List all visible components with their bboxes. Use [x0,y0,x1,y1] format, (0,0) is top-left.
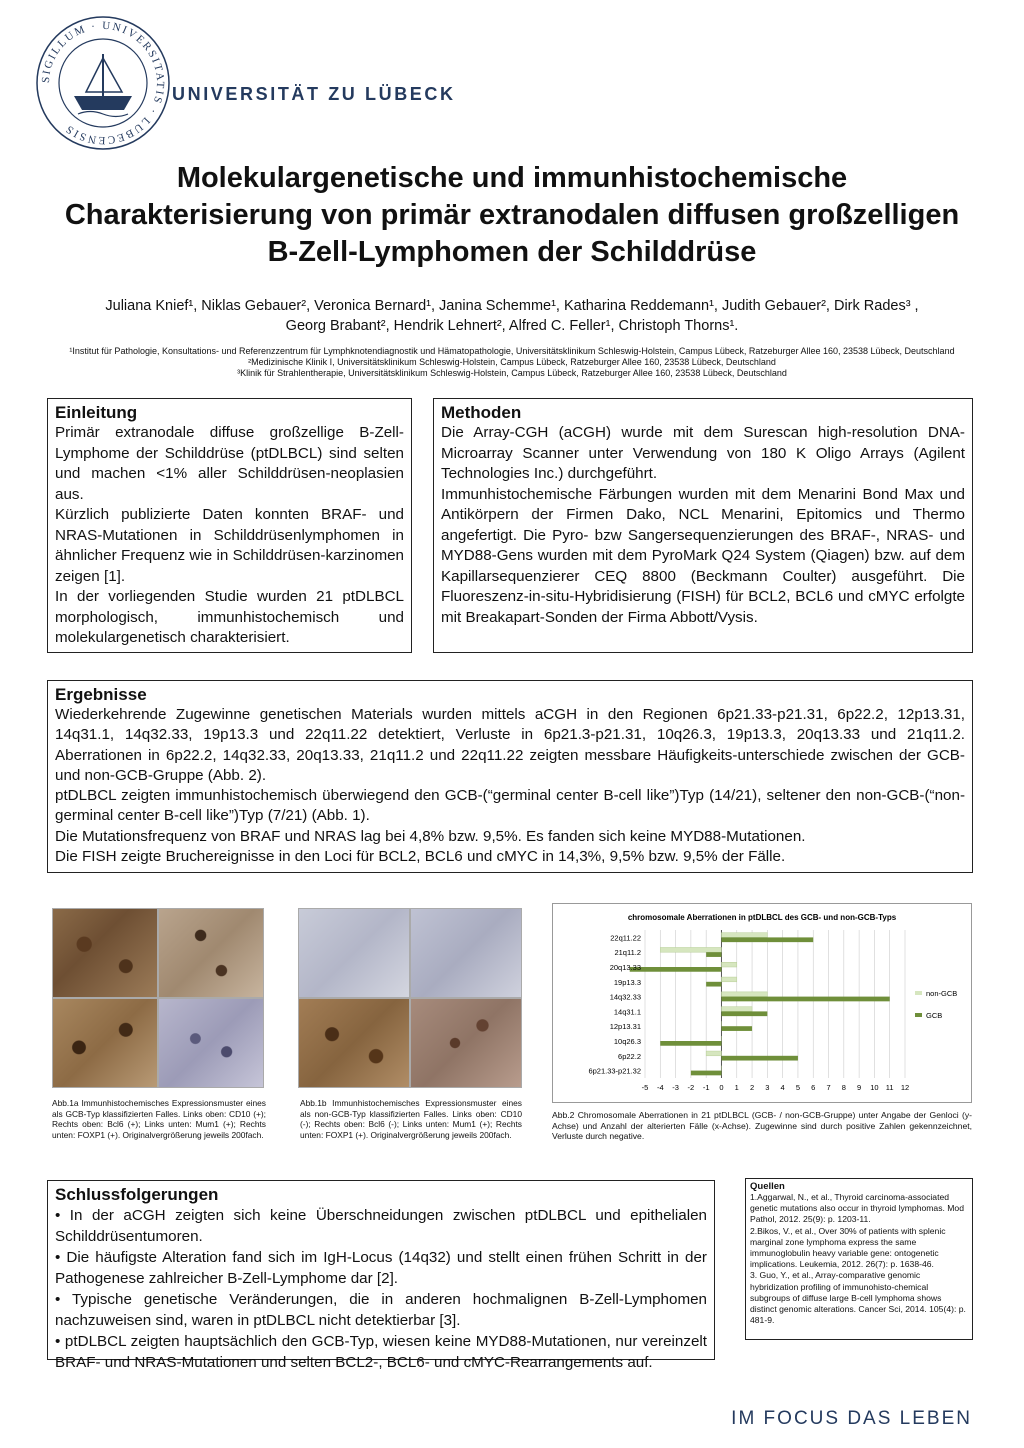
authors-line-2: Georg Brabant², Hendrik Lehnert², Alfred C. Feller¹, Christoph Thorns¹. [285,318,739,334]
einleitung-paragraph-1: Primär extranodale diffuse großzellige B-Zell-Lymphome der Schilddrüse (ptDLBCL) sind selten und machen <1% aller Schilddrüsen-neoplasien aus. [55,424,404,503]
schlussfolgerungen-heading: Schlussfolgerungen [55,1185,219,1204]
methoden-paragraph-2: Immunhistochemische Färbungen wurden mit dem Menarini Bond Max und Antikörpern der Firmen Dako, NCL Menarini, Epitomics und Thermo angefertigt. Die Pyro- bzw Sangersequenzierungen des BRAF-, NRAS- und MYD88-Gens wurden mit dem PyroMark Q24 System (Qiagen) bzw. auf dem Kapillarsequenzierer CEQ 8800 (Beckmann Coulter) ausgeführt. Die Fluoreszenz-in-situ-Hybridisierung (FISH) für BCL2, BCL6 und cMYC erfolgte mit Breakapart-Sonden der Firma Abbott/Vysis. [441,485,965,626]
methoden-section [433,398,973,653]
chart-bar-gcb [706,982,721,987]
conclusion-item-3: • Typische genetische Veränderungen, die in anderen hochmalignen B-Zell-Lymphomen nachzuweisen sind, waren in ptDLBCL nicht detektierbar [3]. [55,1291,707,1329]
chart-x-tick-label: 3 [765,1083,770,1092]
chart-x-tick-label: 1 [734,1083,739,1092]
ergebnisse-section [47,680,973,873]
affiliation-1: ¹Institut für Pathologie, Konsultations- und Referenzzentrum für Lymphknotendiagnostik und Hämatopathologie, Universitätsklinikum Schleswig-Holstein, Campus Lübeck, Ratzeburger Allee 160, 23538 Lübeck, Deutschland [69,346,955,356]
chart-legend-swatch [915,1013,922,1017]
chart-legend-label: non-GCB [926,989,958,998]
chart-x-tick-label: 12 [900,1083,910,1092]
chart-bar-gcb [630,967,722,972]
chart-y-category-label: 22q11.22 [610,933,641,943]
chart-title: chromosomale Aberrationen in ptDLBCL des GCB- und non-GCB-Typs [627,913,897,922]
chart-y-category-label: 6p21.33-p21.32 [588,1066,641,1076]
chart-y-category-label: 20q13.33 [609,963,641,972]
chart-x-tick-label: 10 [870,1083,879,1092]
conclusion-item-1: • In der aCGH zeigten sich keine Überschneidungen zwischen ptDLBCL und epithelialen Schilddrüsentumoren. [55,1207,707,1245]
chart-bar-non-gcb [706,1051,721,1056]
footer-slogan: IM FOCUS DAS LEBEN [731,1408,972,1429]
figure-2-caption: Abb.2 Chromosomale Aberrationen in 21 ptDLBCL (GCB- / non-GCB-Gruppe) unter Angabe der Genloci (y-Achse) und Anzahl der alterierten Fälle (x-Achse). Zugewinne sind durch positive Zahlen gekennzeichnet, Verluste durch negative. [552,1110,972,1142]
micrograph-mum1-gcb [52,998,158,1088]
methoden-heading: Methoden [441,403,522,422]
chart-y-category-label: 14q31.1 [613,1007,641,1017]
affiliation-3: ³Klinik für Strahlentherapie, Universitätsklinikum Schleswig-Holstein, Campus Lübeck, Ratzeburger Allee 160, 23538 Lübeck, Deutschland [237,368,787,378]
chart-y-category-label: 12p13.31 [609,1022,641,1032]
ergebnisse-paragraph-4: Die FISH zeigte Bruchereignisse in den Loci für BCL2, BCL6 und cMYC in 14,3%, 9,5% bzw. 9,5% der Fälle. [55,848,786,866]
chart-bar-non-gcb [721,992,767,997]
chart-x-tick-label: 5 [795,1083,801,1092]
chart-x-tick-label: -2 [687,1083,695,1092]
seal-text: SIGILLUM · UNIVERSITATIS · LUBECENSIS [39,19,167,147]
chart-bar-non-gcb [721,1007,752,1012]
schlussfolgerungen-section [47,1180,715,1371]
reference-2: 2.Bikos, V., et al., Over 30% of patients with splenic marginal zone lymphoma express the same immunoglobulin heavy variable gene: ontogenetic implications. Leukemia, 2012. 26(7): p. 1638-46. [750,1225,946,1270]
chart-bar-gcb [721,1056,797,1061]
einleitung-section [47,398,412,653]
ergebnisse-paragraph-3: Die Mutationsfrequenz von BRAF und NRAS lag bei 4,8% bzw. 9,5%. Es fanden sich keine MYD88-Mutationen. [55,827,806,845]
micrograph-cd10-gcb [52,908,158,998]
affiliation-2: ²Medizinische Klinik I, Universitätsklinikum Schleswig-Holstein, Campus Lübeck, Ratzeburger Allee 160, 23538 Lübeck, Deutschland [248,357,776,367]
micrograph-mum1-nongcb [298,998,410,1088]
conclusion-item-2: • Die häufigste Alteration fand sich im IgH-Locus (14q32) und stellt einen frühen Schritt in der Pathogenese zahlreicher B-Zell-Lymphome dar [2]. [55,1249,707,1287]
chart-bar-non-gcb [721,933,767,938]
chart-x-tick-label: -4 [656,1083,664,1092]
poster-title [20,160,1004,271]
micrograph-foxp1-gcb [158,998,264,1088]
figure-1b-grid [298,908,522,1088]
chart-x-tick-label: 6 [811,1083,816,1092]
chart-bar-non-gcb [721,962,736,967]
micrograph-bcl6-nongcb [410,908,522,998]
title-line-2: Charakterisierung von primär extranodalen diffusen großzelligen [64,199,960,231]
title-line-1: Molekulargenetische und immunhistochemische [176,162,848,194]
quellen-heading: Quellen [750,1181,785,1192]
chart-x-tick-label: -1 [702,1083,710,1092]
chart-bar-gcb [721,937,813,942]
figure-1a-caption: Abb.1a Immunhistochemisches Expressionsmuster eines als GCB-Typ klassifizierten Falles. Links oben: CD10 (+); Rechts oben: Bcl6 (+); Links unten: Mum1 (+); Rechts unten: FOXP1 (+). Originalvergrößerung jeweils 200fach. [52,1098,266,1140]
title-line-3: B-Zell-Lymphomen der Schilddrüse [267,236,757,268]
chart-bar-non-gcb [721,977,736,982]
figure-2-chart-frame [552,903,972,1103]
reference-3: 3. Guo, Y., et al., Array-comparative genomic hybridization profiling of immunohisto-chemical subgroups of diffuse large B-cell lymphoma shows distinct genomic alterations. Cancer Sci, 2014. 105(4): p. 481-9. [750,1270,966,1326]
chart-bar-gcb [721,997,889,1002]
affiliations [20,346,1004,379]
methoden-paragraph-1: Die Array-CGH (aCGH) wurde mit dem Surescan high-resolution DNA-Microarray Scanner unter Verwendung von 180 K Oligo Arrays (Agilent Technologies Inc.) durchgeführt. [441,424,965,482]
ergebnisse-heading: Ergebnisse [55,685,147,704]
einleitung-heading: Einleitung [55,403,138,422]
reference-1: 1.Aggarwal, N., et al., Thyroid carcinoma-associated genetic mutations also occur in thyroid lymphomas. Mod Pathol, 2012. 25(9): p. 1203-11. [750,1192,964,1225]
chart-y-category-label: 6p22.2 [618,1051,641,1061]
university-seal-logo [34,14,172,152]
chart-x-tick-label: 4 [780,1083,785,1092]
ergebnisse-paragraph-2: ptDLBCL zeigten immunhistochemisch überwiegend den GCB-(“germinal center B-cell like”)Typ (14/21), seltener den non-GCB-(“non-germinal center B-cell like”)Typ (7/21) (Abb. 1). [55,787,965,825]
chart-legend-label: GCB [926,1011,943,1020]
micrograph-bcl6-gcb [158,908,264,998]
chart-bar-gcb [660,1041,721,1046]
einleitung-paragraph-2: Kürzlich publizierte Daten konnten BRAF- und NRAS-Mutationen in Schilddrüsenlymphomen in ähnlicher Frequenz wie in Schilddrüsen-karzinomen zeigen [1]. [55,506,404,585]
chart-x-tick-label: 2 [749,1083,755,1092]
chart-x-tick-label: 7 [826,1083,831,1092]
ergebnisse-paragraph-1: Wiederkehrende Zugewinne genetischen Materials wurden mittels aCGH in den Regionen 6p21.33-p21.31, 6p22.2, 12p13.31, 14q31.1, 14q32.33, 19p13.3 und 22q11.22 detektiert, Verluste in 6p21.3-p21.31, 10q26.3, 19p13.3, 20q13.33 und 21q11.2. Aberrationen in 6p22.2, 14q32.33, 20q13.33, 21q11.2 und 22q11.22 zeigten messbare Häufigkeits-unterschiede zwischen der GCB- und non-GCB-Gruppe (Abb. 2). [55,706,965,784]
chart-bar-gcb [691,1071,722,1076]
chart-y-category-label: 19p13.3 [613,977,641,987]
chart-bar-gcb [721,1011,767,1016]
conclusion-item-4: • ptDLBCL zeigten hauptsächlich den GCB-Typ, wiesen keine MYD88-Mutationen, nur vereinzelt BRAF- und NRAS-Mutationen und selten BCL2-, BCL6- und cMYC-Rearrangements auf. [55,1333,707,1371]
chart-x-tick-label: 0 [719,1083,724,1092]
einleitung-paragraph-3: In der vorliegenden Studie wurden 21 ptDLBCL morphologisch, immunhistochemisch und molekulargenetisch charakterisiert. [55,588,404,646]
micrograph-cd10-nongcb [298,908,410,998]
chart-x-tick-label: -3 [672,1083,679,1092]
chart-x-tick-label: 9 [857,1083,862,1092]
chart-x-tick-label: 11 [885,1083,894,1092]
figure-1a-grid [52,908,264,1088]
chart-y-category-label: 21q11.2 [614,948,641,958]
chart-y-category-label: 14q32.33 [609,992,641,1002]
aberrations-bar-chart [553,904,971,1102]
chart-y-category-label: 10q26.3 [613,1037,641,1046]
chart-legend-swatch [915,991,922,995]
chart-x-tick-label: 8 [841,1083,846,1092]
chart-bar-non-gcb [660,947,721,952]
quellen-section [745,1178,973,1340]
figure-1b-caption: Abb.1b Immunhistochemisches Expressionsmuster eines als non-GCB-Typ klassifizierten Falles. Links oben: CD10 (-); Rechts oben: Bcl6 (-); Links unten: Mum1 (+); Rechts unten: FOXP1 (+). Originalvergrößerung jeweils 200fach. [300,1098,522,1140]
chart-x-tick-label: -5 [641,1083,649,1092]
authors-line-1: Juliana Knief¹, Niklas Gebauer², Veronica Bernard¹, Janina Schemme¹, Katharina Reddemann¹, Judith Gebauer², Dirk Rades³ , [105,298,919,314]
micrograph-foxp1-nongcb [410,998,522,1088]
author-list [40,296,984,336]
chart-bar-gcb [706,952,721,957]
university-name: UNIVERSITÄT ZU LÜBECK [172,84,456,104]
chart-bar-gcb [721,1026,752,1031]
